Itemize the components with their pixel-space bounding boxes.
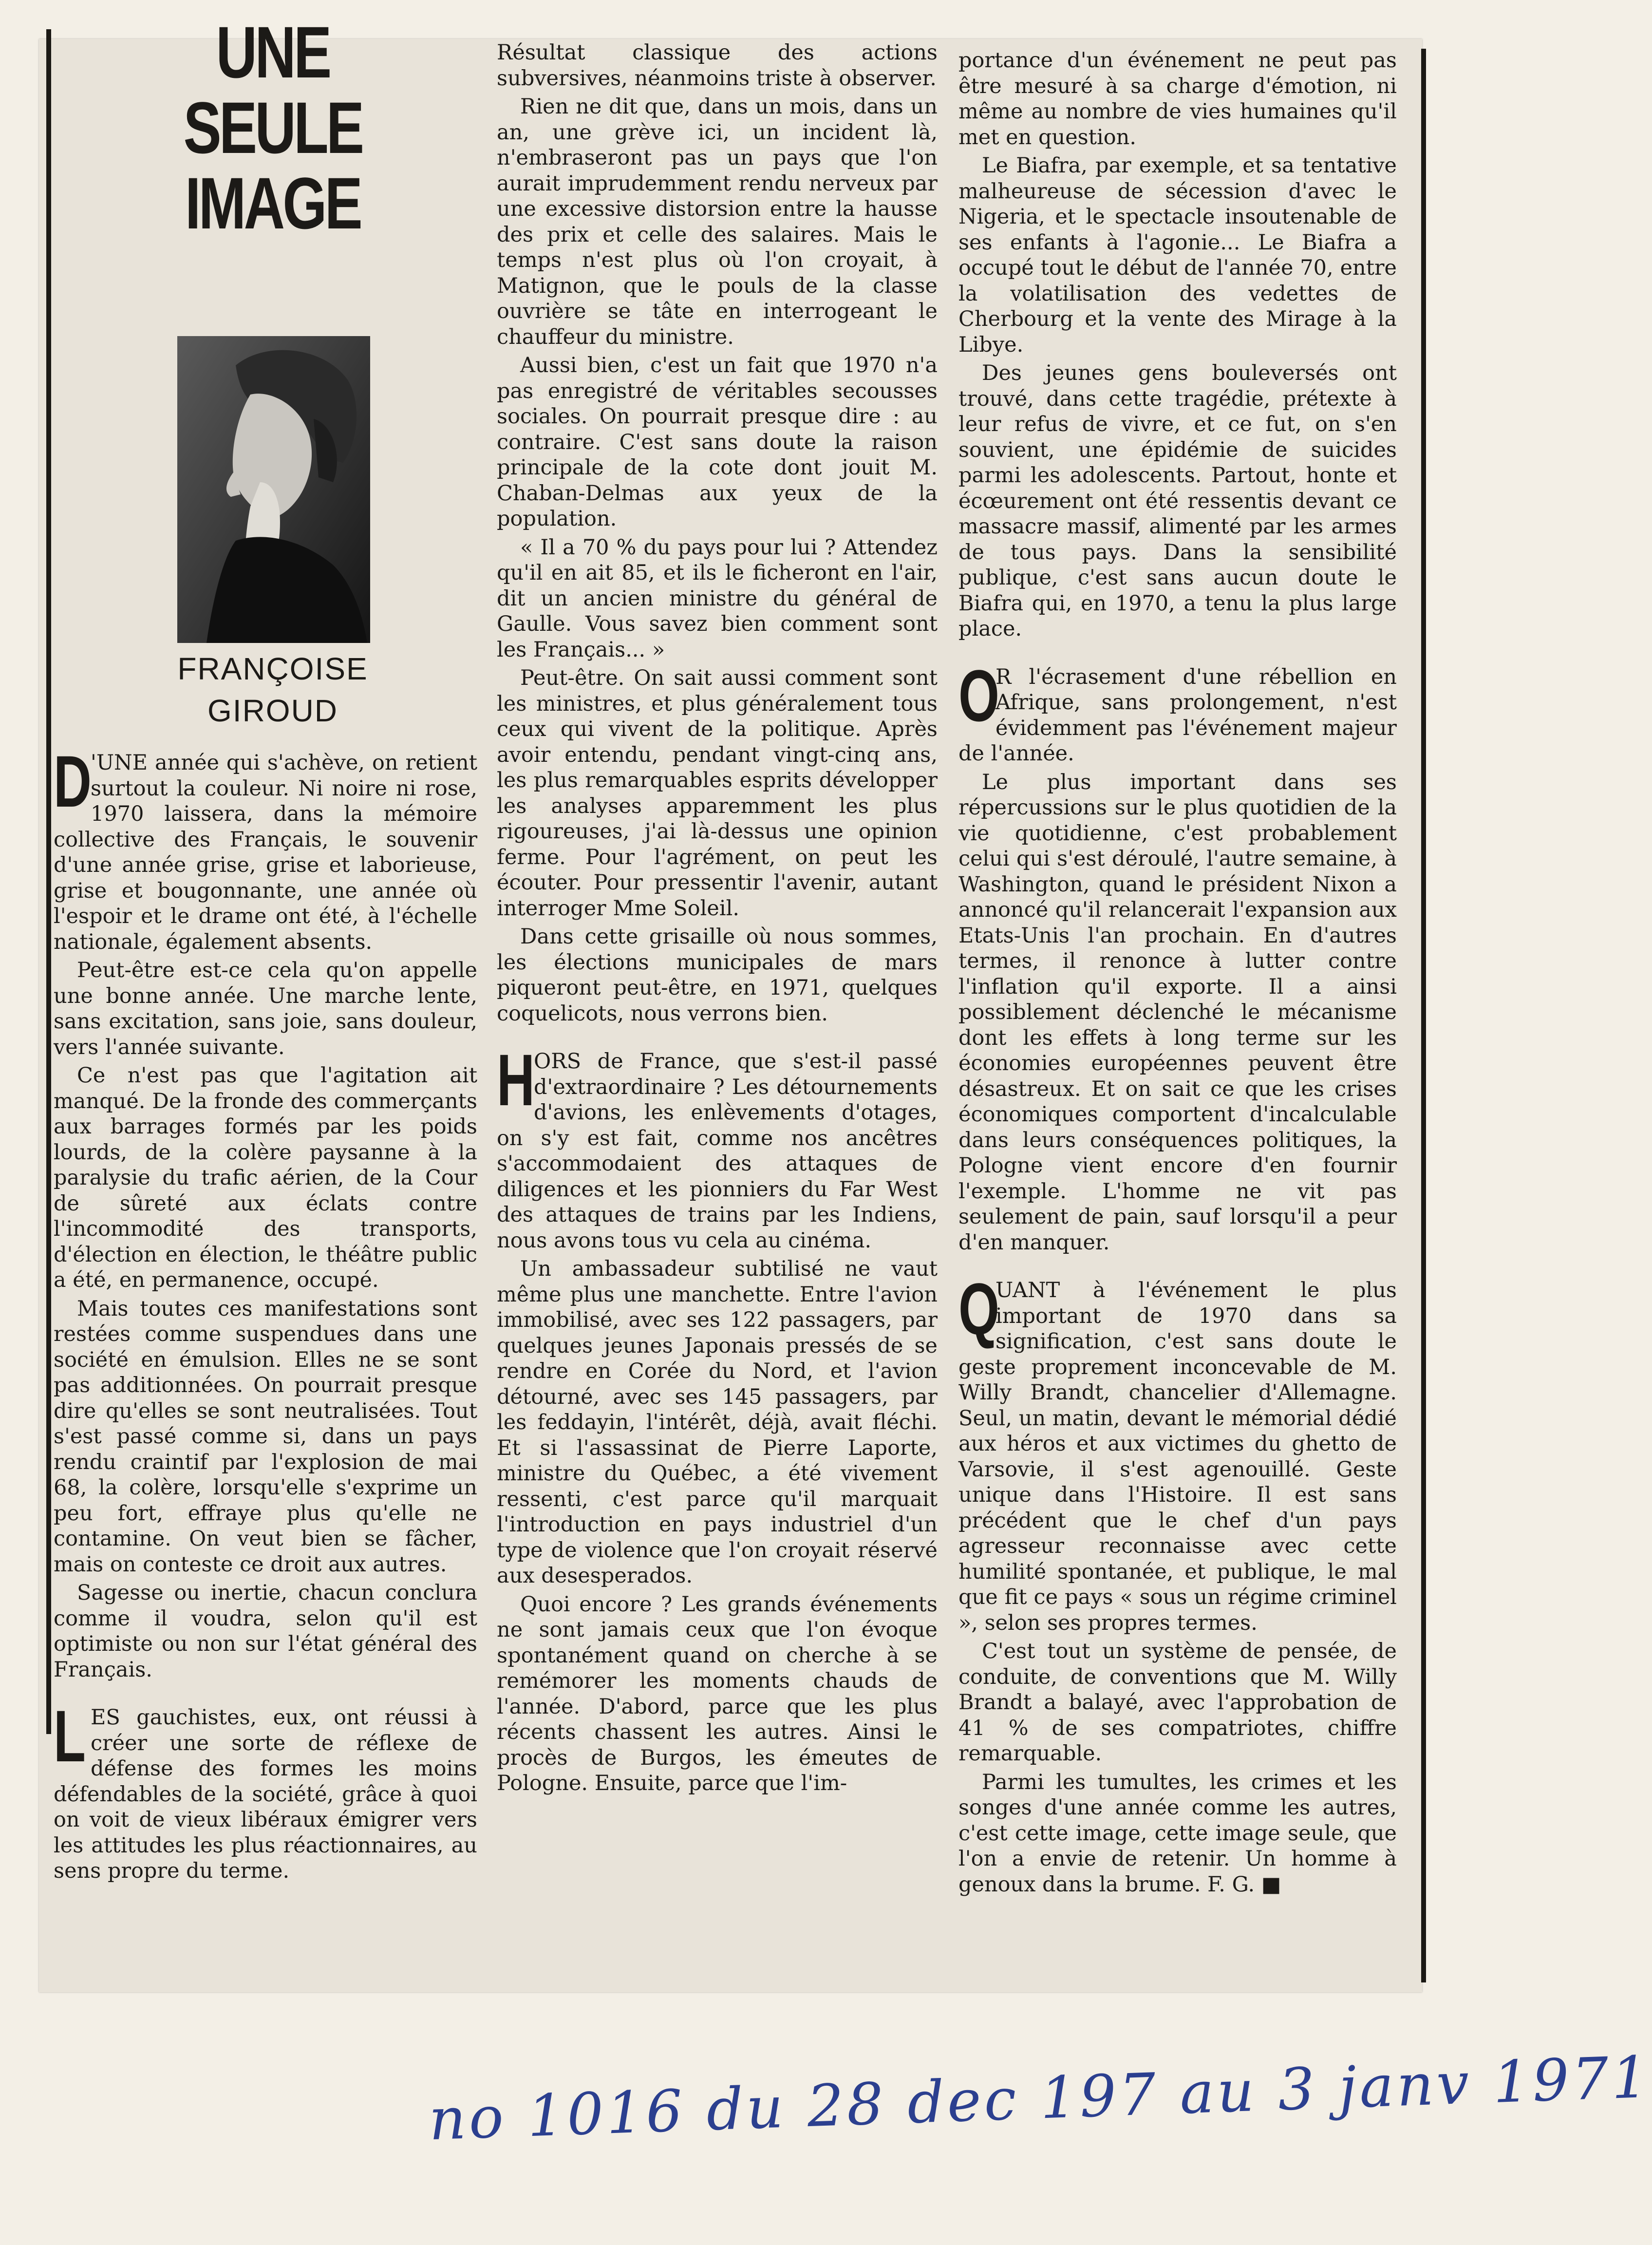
- paragraph-text: Le plus important dans ses répercussions sur le plus quotidien de la vie quotidienne, c'est probablement celui qui s'est déroulé, l'autre semaine, à Washington, quand le président Nixon a annoncé qu'il relancerait l'expansion aux Etats-Unis l'an prochain. En d'autres termes, il renonce à lutter contre l'inflation qu'il exporte. Il a ainsi possiblement déclenché le mécanisme dont les effets à long terme sur les économies européennes peuvent être désastreux. Et on sait ce que les crises économiques comportent d'incalculable dans leurs conséquences politiques, la Pologne vient encore d'en fournir l'exemple. L'homme ne vit pas seulement de pain, sauf lorsqu'il a peur d'en manquer.: [958, 770, 1397, 1255]
- article-column-2: [497, 40, 938, 1799]
- article-paragraph: [54, 1063, 477, 1293]
- paragraph-text: Sagesse ou inertie, chacun conclura comme il voudra, selon qu'il est optimiste ou non sur l'état général des Français.: [54, 1581, 477, 1682]
- article-paragraph: [54, 740, 477, 955]
- paragraph-text: Ce n'est pas que l'agitation ait manqué. De la fronde des commerçants aux barrages formés par les poids lourds, de la colère paysanne à la paralysie du trafic aérien, de la Cour de sûreté aux éclats contre l'incommodité des transports, d'élection en élection, le théâtre public a été, en permanence, occupé.: [54, 1063, 477, 1292]
- paragraph-text: Le Biafra, par exemple, et sa tentative malheureuse de sécession d'avec le Nigeria, et le spectacle insoutenable de ses enfants à l'agonie... Le Biafra a occupé tout le début de l'année 70, entre la volatilisation des vedettes de Cherbourg et la vente des Mirage à la Libye.: [958, 153, 1397, 357]
- article-paragraph: [54, 1296, 477, 1578]
- article-paragraph: [497, 1039, 938, 1253]
- paragraph-text: Un ambassadeur subtilisé ne vaut même plus une manchette. Entre l'avion immobilisé, avec ses 122 passagers, par quelques jeunes Japonais pressés de se rendre en Corée du Nord, et l'avion détourné, avec ses 145 passagers, par les feddayin, l'intérêt, déjà, avait fléchi. Et si l'assassinat de Pierre Laporte, ministre du Québec, a été vivement ressenti, c'est parce qu'il marquait l'introduction en pays industriel d'un type de violence que l'on croyait réservé aux desesperados.: [497, 1257, 938, 1588]
- author-byline: [156, 648, 390, 732]
- paragraph-text: Rien ne dit que, dans un mois, dans un an, une grève ici, un incident là, n'embraseront pas un pays que l'on aurait imprudemment rendu nerveux par une excessive distorsion entre la hausse des prix et celle des salaires. Mais le temps n'est plus où l'on croyait, à Matignon, que le pouls de la classe ouvrière se tâte en interrogeant le chauffeur du ministre.: [497, 94, 938, 349]
- author-portrait: [177, 336, 370, 643]
- article-column-1: [54, 740, 477, 1887]
- headline-line: IMAGE: [185, 162, 361, 244]
- handwritten-issue-note: no 1016 du 28 dec 197 au 3 janv 1971: [428, 2043, 1652, 2153]
- paragraph-text: Des jeunes gens bouleversés ont trouvé, dans cette tragédie, prétexte à leur refus de vivre, et ce fut, on s'en souvient, une épidémie de suicides parmi les adolescents. Partout, honte et écœurement ont été ressentis devant ce massacre massif, alimenté par les armes de tous pays. Dans la sensibilité publique, c'est sans aucun doute le Biafra qui, en 1970, a tenu la plus large place.: [958, 361, 1397, 641]
- article-paragraph: [497, 94, 938, 350]
- paragraph-text: R l'écrasement d'une rébellion en Afrique, sans prolongement, n'est évidemment pas l'événement majeur de l'année.: [958, 664, 1397, 766]
- right-column-rule: [1421, 49, 1426, 1982]
- article-paragraph: [497, 1256, 938, 1589]
- article-paragraph: [54, 1695, 477, 1884]
- article-paragraph: [958, 1268, 1397, 1636]
- article-paragraph: [958, 770, 1397, 1256]
- article-paragraph: [497, 353, 938, 532]
- drop-cap: Q: [958, 1268, 1000, 1350]
- byline-first-name: FRANÇOISE: [177, 651, 368, 686]
- paragraph-text: Peut-être est-ce cela qu'on appelle une bonne année. Une marche lente, sans excitation, sans joie, sans douleur, vers l'année suivante.: [54, 958, 477, 1059]
- drop-cap: D: [54, 740, 92, 822]
- article-paragraph: [958, 654, 1397, 767]
- paragraph-text: Quoi encore ? Les grands événements ne sont jamais ceux que l'on évoque spontanément quand on cherche à se remémorer les moments chauds de l'année. D'abord, parce que les plus récents chassent les autres. Ainsi le procès de Burgos, les émeutes de Pologne. Ensuite, parce que l'im-: [497, 1592, 938, 1795]
- headline-line: UNE: [216, 11, 330, 93]
- byline-last-name: GIROUD: [207, 693, 338, 728]
- left-column-rule: [46, 29, 51, 1734]
- paragraph-text: portance d'un événement ne peut pas être mesuré à sa charge d'émotion, ni même au nombre de vies humaines qu'il met en question.: [958, 48, 1397, 150]
- paragraph-text: UANT à l'événement le plus important de 1970 dans sa signification, c'est sans doute le geste proprement inconcevable de M. Willy Brandt, chancelier d'Allemagne. Seul, un matin, devant le mémorial dédié aux héros et aux victimes du ghetto de Varsovie, il s'est agenouillé. Geste unique dans l'Histoire. Il est sans précédent que le chef d'un pays agresseur reconnaisse avec cette humilité spontanée, et publique, le mal que fit ce pays « sous un régime criminel », selon ses propres termes.: [958, 1278, 1397, 1635]
- drop-cap: H: [497, 1039, 535, 1121]
- headline-line: SEULE: [183, 87, 362, 169]
- article-paragraph: [497, 535, 938, 663]
- article-paragraph: [958, 1639, 1397, 1767]
- article-paragraph: [497, 40, 938, 91]
- article-paragraph: [497, 1592, 938, 1796]
- article-paragraph: [497, 924, 938, 1026]
- paragraph-text: Dans cette grisaille où nous sommes, les élections municipales de mars piqueront peut-être, en 1971, quelques coquelicots, nous verrons bien.: [497, 924, 938, 1026]
- article-paragraph: [54, 958, 477, 1060]
- paragraph-text: Parmi les tumultes, les crimes et les songes d'une année comme les autres, c'est cette image, cette image seule, que l'on a envie de retenir. Un homme à genoux dans la brume. F. G. ■: [958, 1770, 1397, 1897]
- article-paragraph: [958, 1770, 1397, 1898]
- paragraph-text: 'UNE année qui s'achève, on retient surtout la couleur. Ni noire ni rose, 1970 laissera, dans la mémoire collective des Français, le souvenir d'une année grise, grise et laborieuse, grise et bougonnante, une année où l'espoir et le drame ont été, à l'échelle nationale, également absents.: [54, 751, 477, 954]
- paragraph-text: Résultat classique des actions subversives, néanmoins triste à observer.: [497, 40, 938, 91]
- paragraph-text: Mais toutes ces manifestations sont restées comme suspendues dans une société en émulsion. Elles ne se sont pas additionnées. On pourrait presque dire qu'elles se sont neutralisées. Tout s'est passé comme si, dans un pays rendu craintif par l'explosion de mai 68, la colère, lorsqu'elle s'exprime un peu fort, effraye plus qu'elle ne contamine. On veut bien se fâcher, mais on conteste ce droit aux autres.: [54, 1296, 477, 1577]
- article-paragraph: [958, 48, 1397, 150]
- headline: [167, 11, 379, 244]
- drop-cap: L: [54, 1695, 86, 1777]
- paragraph-text: ORS de France, que s'est-il passé d'extraordinaire ? Les détournements d'avions, les enlèvements d'otages, on s'y est fait, comme nos ancêtres s'accommodaient des attaques de diligences et les pionniers du Far West des attaques de trains par les Indiens, nous avons tous vu cela au cinéma.: [497, 1049, 938, 1253]
- article-paragraph: [497, 665, 938, 921]
- article-paragraph: [958, 360, 1397, 642]
- paragraph-text: C'est tout un système de pensée, de conduite, de conventions que M. Willy Brandt a balayé, avec l'approbation de 41 % de ses compatriotes, chiffre remarquable.: [958, 1639, 1397, 1766]
- paragraph-text: Peut-être. On sait aussi comment sont les ministres, et plus généralement tous ceux qui vivent de la politique. Après avoir entendu, pendant vingt-cinq ans, les plus remarquables esprits développer les analyses apparemment les plus rigoureuses, j'ai là-dessus une opinion ferme. Pour l'agrément, on peut les écouter. Pour pressentir l'avenir, autant interroger Mme Soleil.: [497, 666, 938, 921]
- drop-cap: O: [958, 654, 1000, 736]
- paragraph-text: Aussi bien, c'est un fait que 1970 n'a pas enregistré de véritables secousses sociales. On pourrait presque dire : au contraire. C'est sans doute la raison principale de la cote dont jouit M. Chaban-Delmas aux yeux de la population.: [497, 353, 938, 531]
- article-paragraph: [54, 1580, 477, 1682]
- article-paragraph: [958, 153, 1397, 358]
- article-column-3: [958, 48, 1397, 1900]
- paragraph-text: « Il a 70 % du pays pour lui ? Attendez qu'il en ait 85, et ils le ficheront en l'air, dit un ancien ministre du général de Gaulle. Vous savez bien comment sont les Français... »: [497, 535, 938, 662]
- paragraph-text: ES gauchistes, eux, ont réussi à créer une sorte de réflexe de défense des formes les moins défendables de la société, grâce à quoi on voit de vieux libéraux émigrer vers les attitudes les plus réactionnaires, au sens propre du terme.: [54, 1705, 477, 1883]
